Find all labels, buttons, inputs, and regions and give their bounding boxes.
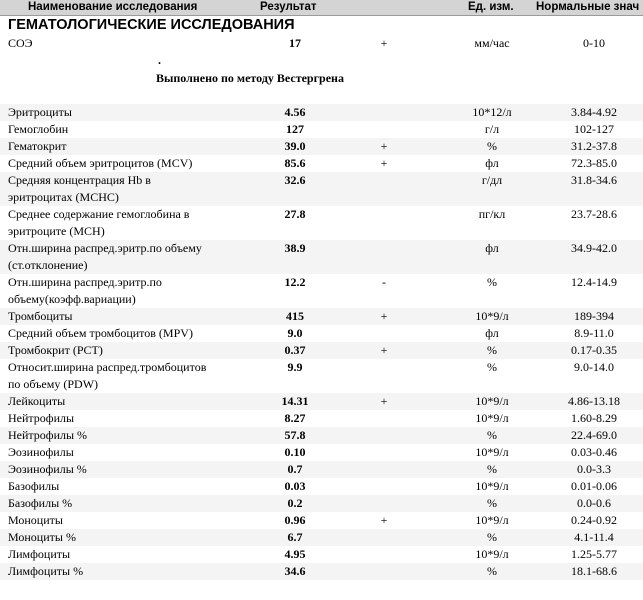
test-unit: % <box>487 428 497 442</box>
test-name <box>8 308 258 325</box>
table-row <box>0 444 643 461</box>
test-result: 127 <box>286 122 304 136</box>
table-row <box>0 461 643 478</box>
test-name-line: Эритроциты <box>8 105 72 119</box>
reference-range: 0.17-0.35 <box>571 343 617 357</box>
test-name <box>8 495 258 512</box>
test-name-line: Эозинофилы <box>8 445 74 459</box>
reference-range: 23.7-28.6 <box>571 207 617 221</box>
test-result: 4.56 <box>284 105 306 119</box>
table-row <box>0 359 643 393</box>
test-name <box>8 359 258 393</box>
test-unit: % <box>487 360 497 374</box>
test-unit: % <box>487 343 497 357</box>
table-row <box>0 138 643 155</box>
test-name-line: Тромбокрит (PCT) <box>8 343 103 357</box>
test-unit: % <box>487 275 497 289</box>
test-result: 32.6 <box>284 173 306 187</box>
test-result: 9.0 <box>287 326 303 340</box>
method-note: Выполнено по методу Вестергрена <box>156 71 344 85</box>
test-result: 39.0 <box>284 139 306 153</box>
table-row <box>0 529 643 546</box>
test-unit: 10*9/л <box>475 547 509 561</box>
reference-range: 0.0-0.6 <box>577 496 611 510</box>
table-row <box>0 104 643 121</box>
test-name <box>8 393 258 410</box>
test-name <box>8 512 258 529</box>
test-name <box>8 104 258 121</box>
test-result: 57.8 <box>284 428 306 442</box>
test-result: 0.7 <box>287 462 303 476</box>
test-unit: фл <box>485 326 499 340</box>
table-row <box>0 172 643 206</box>
reference-range: 4.86-13.18 <box>568 394 620 408</box>
test-name <box>8 478 258 495</box>
test-name-line: Относит.ширина распред.тромбоцитов <box>8 360 207 374</box>
test-unit: 10*12/л <box>472 105 512 119</box>
test-unit: 10*9/л <box>475 309 509 323</box>
deviation-flag: - <box>382 275 386 289</box>
test-name-line-2: по объему (PDW) <box>8 377 99 391</box>
table-row <box>0 240 643 274</box>
test-result: 0.37 <box>284 343 306 357</box>
test-name <box>8 410 258 427</box>
test-name <box>8 240 258 274</box>
test-result: 415 <box>286 309 304 323</box>
deviation-flag: + <box>380 139 388 153</box>
reference-range: 4.1-11.4 <box>574 530 614 544</box>
test-name <box>8 121 258 138</box>
test-name-line: Лимфоциты <box>8 547 71 561</box>
test-result: 17 <box>289 36 301 50</box>
test-name <box>8 563 258 580</box>
deviation-flag: + <box>380 343 388 357</box>
test-result: 27.8 <box>284 207 306 221</box>
table-row <box>0 155 643 172</box>
test-name-line: Лейкоциты <box>8 394 66 408</box>
reference-range: 72.3-85.0 <box>571 156 617 170</box>
test-name <box>8 546 258 563</box>
reference-range: 189-394 <box>574 309 614 323</box>
test-result: 34.6 <box>284 564 306 578</box>
header-name: Наименование исследования <box>28 1 198 13</box>
table-row <box>0 495 643 512</box>
test-name <box>8 138 258 155</box>
test-result: 14.31 <box>281 394 309 408</box>
reference-range: 102-127 <box>574 122 614 136</box>
reference-range: 31.2-37.8 <box>571 139 617 153</box>
test-unit: 10*9/л <box>475 394 509 408</box>
test-name <box>8 206 258 240</box>
reference-range: 1.60-8.29 <box>571 411 617 425</box>
test-name <box>8 461 258 478</box>
test-name-line: Гемоглобин <box>8 122 69 136</box>
test-name-line: Базофилы <box>8 479 60 493</box>
test-unit: % <box>487 139 497 153</box>
table-row <box>0 393 643 410</box>
test-name-line: Средний объем тромбоцитов (MPV) <box>8 326 193 340</box>
test-name-line: Моноциты % <box>8 530 76 544</box>
table-header <box>0 0 643 16</box>
reference-range: 31.8-34.6 <box>571 173 617 187</box>
test-name <box>8 529 258 546</box>
reference-range: 8.9-11.0 <box>574 326 614 340</box>
test-name-line: Лимфоциты % <box>8 564 84 578</box>
table-row <box>0 206 643 240</box>
test-unit: % <box>487 462 497 476</box>
method-note-dot: . <box>158 53 161 67</box>
reference-range: 0.24-0.92 <box>571 513 617 527</box>
test-unit: % <box>487 530 497 544</box>
reference-range: 22.4-69.0 <box>571 428 617 442</box>
test-name-line-2: (ст.отклонение) <box>8 258 88 272</box>
table-row <box>0 410 643 427</box>
test-name-line: Тромбоциты <box>8 309 73 323</box>
reference-range: 0-10 <box>583 36 605 50</box>
test-name-line: Отн.ширина распред.эритр.по <box>8 275 162 289</box>
test-name-line: Нейтрофилы <box>8 411 75 425</box>
test-result: 0.96 <box>284 513 306 527</box>
test-name <box>8 342 258 359</box>
test-unit: г/л <box>484 122 500 136</box>
table-row <box>0 512 643 529</box>
test-name <box>8 444 258 461</box>
reference-range: 9.0-14.0 <box>574 360 614 374</box>
test-unit: 10*9/л <box>475 513 509 527</box>
deviation-flag: + <box>380 513 388 527</box>
test-result: 8.27 <box>284 411 306 425</box>
test-name-line: Средний объем эритроцитов (MCV) <box>8 156 193 170</box>
test-name-line: Отн.ширина распред.эритр.по объему <box>8 241 202 255</box>
section-title: ГЕМАТОЛОГИЧЕСКИЕ ИССЛЕДОВАНИЯ <box>8 17 295 33</box>
deviation-flag: + <box>380 156 388 170</box>
table-row <box>0 325 643 342</box>
deviation-flag: + <box>380 394 388 408</box>
header-result: Результат <box>260 1 317 13</box>
test-name-line: Нейтрофилы % <box>8 428 88 442</box>
test-name-line: Гематокрит <box>8 139 67 153</box>
test-unit: фл <box>485 241 499 255</box>
test-name-line: СОЭ <box>8 36 33 50</box>
table-row <box>0 35 643 52</box>
reference-range: 0.01-0.06 <box>571 479 617 493</box>
test-unit: 10*9/л <box>475 411 509 425</box>
test-name-line-2: объему(коэфф.вариации) <box>8 292 136 306</box>
test-result: 6.7 <box>287 530 303 544</box>
test-result: 85.6 <box>284 156 306 170</box>
test-name-line: Средняя концентрация Hb в <box>8 173 151 187</box>
header-norm: Нормальные знач <box>536 1 640 13</box>
test-name-line: Эозинофилы % <box>8 462 87 476</box>
test-unit: фл <box>485 156 499 170</box>
test-name-line-2: эритроците (MCH) <box>8 224 105 238</box>
test-result: 0.03 <box>284 479 306 493</box>
deviation-flag: + <box>380 309 388 323</box>
test-unit: г/дл <box>481 173 503 187</box>
test-unit: % <box>487 564 497 578</box>
table-row <box>0 308 643 325</box>
table-row <box>0 478 643 495</box>
test-result: 9.9 <box>287 360 303 374</box>
test-result: 38.9 <box>284 241 306 255</box>
test-unit: 10*9/л <box>475 479 509 493</box>
reference-range: 3.84-4.92 <box>571 105 617 119</box>
table-row <box>0 546 643 563</box>
deviation-flag: + <box>380 36 388 50</box>
test-name <box>8 325 258 342</box>
test-name <box>8 172 258 206</box>
test-name-line: Среднее содержание гемоглобина в <box>8 207 190 221</box>
reference-range: 0.03-0.46 <box>571 445 617 459</box>
test-unit: мм/час <box>474 36 510 50</box>
test-unit: % <box>487 496 497 510</box>
test-name <box>8 35 258 52</box>
table-row <box>0 563 643 580</box>
test-result: 12.2 <box>284 275 306 289</box>
test-name-line: Базофилы % <box>8 496 73 510</box>
table-row <box>0 427 643 444</box>
test-result: 0.10 <box>284 445 306 459</box>
reference-range: 12.4-14.9 <box>571 275 617 289</box>
test-result: 4.95 <box>284 547 306 561</box>
test-name-line: Моноциты <box>8 513 63 527</box>
header-unit: Ед. изм. <box>468 1 514 13</box>
test-name <box>8 427 258 444</box>
test-unit: пг/кл <box>478 207 506 221</box>
reference-range: 34.9-42.0 <box>571 241 617 255</box>
test-unit: 10*9/л <box>475 445 509 459</box>
test-name-line-2: эритроцитах (MCHC) <box>8 190 119 204</box>
table-row <box>0 121 643 138</box>
reference-range: 18.1-68.6 <box>571 564 617 578</box>
table-row <box>0 274 643 308</box>
test-name <box>8 274 258 308</box>
reference-range: 0.0-3.3 <box>577 462 611 476</box>
test-name <box>8 155 258 172</box>
reference-range: 1.25-5.77 <box>571 547 617 561</box>
table-row <box>0 342 643 359</box>
test-result: 0.2 <box>287 496 303 510</box>
